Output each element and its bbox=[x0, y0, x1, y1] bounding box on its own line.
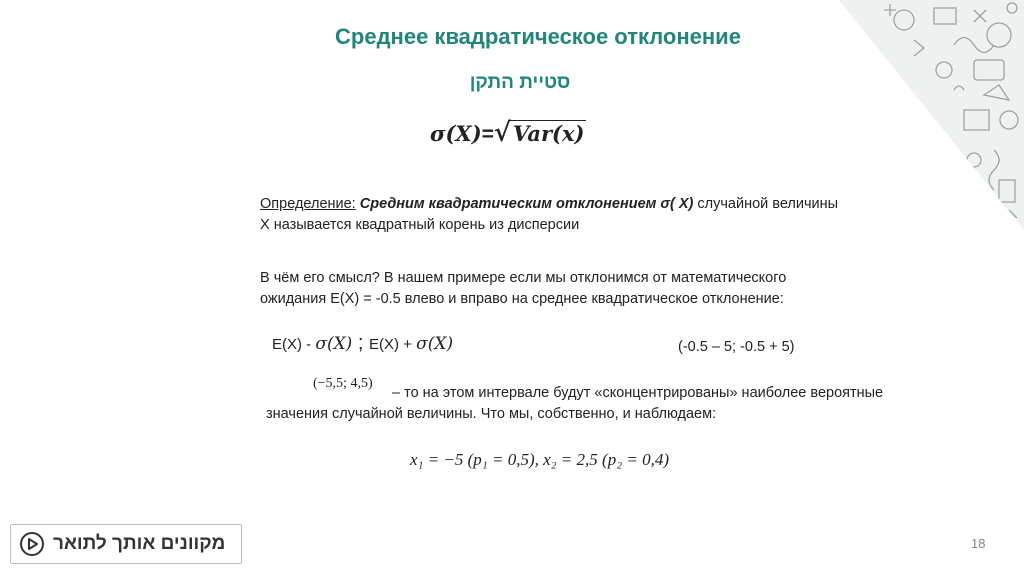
formula-lhs: σ(X) bbox=[430, 121, 482, 146]
definition-term: Средним квадратическим отклонением σ( X) bbox=[359, 196, 694, 212]
expression-part1: Е(Х) - bbox=[272, 336, 316, 353]
interval-note: (-0.5 – 5; -0.5 + 5) bbox=[678, 339, 795, 355]
formula-radicand: Var(x) bbox=[513, 121, 585, 146]
definition-rest: случайной величины Х называется квадратный корень из дисперсии bbox=[260, 196, 839, 233]
expression-part2: Е(Х) + bbox=[369, 336, 417, 353]
std-dev-formula bbox=[430, 118, 586, 148]
conclusion-paragraph bbox=[266, 383, 886, 425]
sqrt-sign: √ bbox=[493, 118, 512, 148]
formula-equals: = bbox=[481, 123, 494, 146]
logo-text: מקוונים אותך לתואר bbox=[53, 533, 226, 554]
meaning-paragraph: В чём его смысл? В нашем примере если мы отклонимся от математического ожидания Е(Х) = -0.5 влево и вправо на среднее квадратическое отклонение: bbox=[260, 270, 787, 307]
logo bbox=[10, 524, 242, 564]
conclusion-text: – то на этом интервале будут «сконцентрированы» наиболее вероятные значения случайной величины. Что мы, собственно, и наблюдаем: bbox=[266, 385, 884, 422]
definition-paragraph bbox=[260, 194, 840, 236]
interval-math: (−5,5; 4,5) bbox=[313, 376, 373, 391]
expression-sigma2: σ(X) bbox=[416, 334, 454, 354]
definition-label: Определение: bbox=[260, 196, 356, 212]
expression-line bbox=[272, 332, 453, 355]
expression-separator: ; bbox=[352, 332, 369, 354]
slide-title: Среднее квадратическое отклонение bbox=[335, 24, 741, 49]
expression-sigma1: σ(X) bbox=[315, 334, 353, 354]
play-circle-icon bbox=[19, 531, 45, 557]
values-formula: x₁ = −5 (p₁ = 0,5), x₂ = 2,5 (p₂ = 0,4) bbox=[410, 450, 669, 469]
slide-subtitle-hebrew: סטיית התקן bbox=[469, 72, 571, 93]
page-number: 18 bbox=[971, 536, 986, 551]
